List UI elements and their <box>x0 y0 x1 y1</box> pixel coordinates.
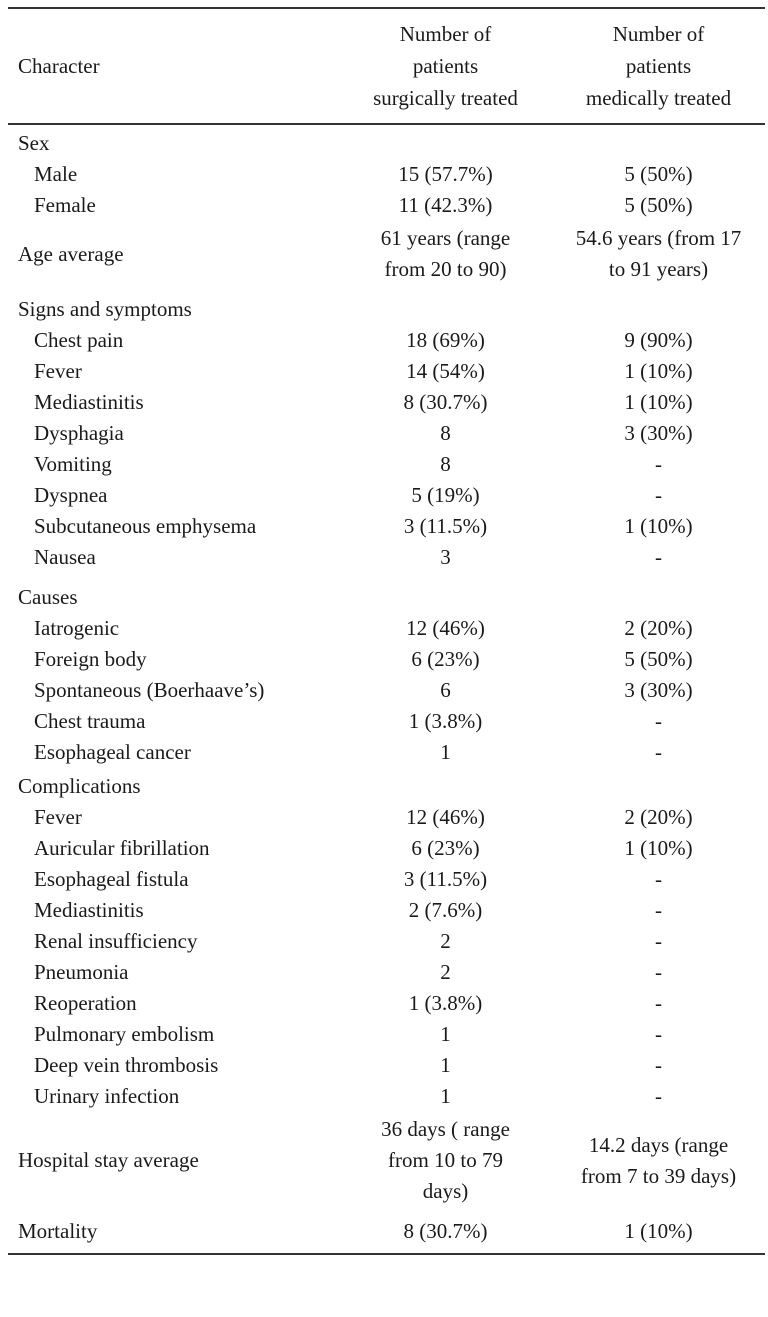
cell-surgical: 1 (3.8%) <box>408 991 483 1015</box>
cell-surgical: 15 (57.7%) <box>398 162 493 186</box>
cell-label: Foreign body <box>34 647 147 671</box>
table-row-age: Age average 61 years (range from 20 to 90) 54.6 years (from 17 to 91 years) <box>18 226 742 281</box>
table-row-mortality: Mortality 8 (30.7%) 1 (10%) <box>18 1219 693 1243</box>
cell-medical: 5 (50%) <box>624 193 693 217</box>
cell-medical: 1 (10%) <box>624 359 693 383</box>
cell-medical: - <box>655 452 662 476</box>
cell-medical: - <box>655 867 662 891</box>
table-row <box>8 480 765 511</box>
cell-label: Urinary infection <box>34 1084 180 1108</box>
cell-surgical: 8 <box>440 452 451 476</box>
cell-label: Chest pain <box>34 328 124 352</box>
cell-medical: 1 (10%) <box>624 390 693 414</box>
table-row <box>8 957 765 988</box>
cell-label: Nausea <box>34 545 96 569</box>
cell-label: Esophageal fistula <box>34 867 189 891</box>
table-row <box>8 542 765 573</box>
cell-surgical: 2 <box>440 960 451 984</box>
cell-label: Pulmonary embolism <box>34 1022 215 1046</box>
table-row <box>8 706 765 737</box>
table-row <box>8 613 765 644</box>
cell-medical: 9 (90%) <box>624 328 693 352</box>
cell-label: Female <box>34 193 96 217</box>
complications-section <box>8 802 765 1112</box>
cell-label: Vomiting <box>34 452 112 476</box>
cell-surgical: 1 <box>440 740 451 764</box>
cell-label: Auricular fibrillation <box>34 836 210 860</box>
cell-label: Mediastinitis <box>34 898 144 922</box>
cell-surgical: 3 <box>440 545 451 569</box>
cell-medical: - <box>655 1022 662 1046</box>
table-row <box>8 864 765 895</box>
section-title-causes: Causes <box>18 585 78 609</box>
cell-label: Mediastinitis <box>34 390 144 414</box>
cell-medical: 1 (10%) <box>624 514 693 538</box>
cell-surgical: 2 (7.6%) <box>408 898 483 922</box>
header-character: Character <box>18 53 100 78</box>
cell-surgical: 1 (3.8%) <box>408 709 483 733</box>
cell-surgical: 18 (69%) <box>406 328 485 352</box>
table-row <box>8 802 765 833</box>
cell-surgical: 12 (46%) <box>406 616 485 640</box>
table-row <box>8 833 765 864</box>
cell-medical: - <box>655 991 662 1015</box>
cell-surgical: 14 (54%) <box>406 359 485 383</box>
cell-label: Dysphagia <box>34 421 124 445</box>
cell-label: Renal insufficiency <box>34 929 198 953</box>
cell-surgical: 6 (23%) <box>411 647 480 671</box>
cell-surgical: 12 (46%) <box>406 805 485 829</box>
cell-label: Pneumonia <box>34 960 129 984</box>
cell-label: Subcutaneous emphysema <box>34 514 257 538</box>
cell-medical: 3 (30%) <box>624 678 693 702</box>
table-row <box>8 644 765 675</box>
cell-medical: 5 (50%) <box>624 162 693 186</box>
table-row <box>8 511 765 542</box>
section-title-sex: Sex <box>18 131 50 155</box>
data-table <box>8 7 765 1255</box>
table-row <box>8 190 765 221</box>
cell-surgical: 6 (23%) <box>411 836 480 860</box>
table-row <box>8 449 765 480</box>
table-row <box>8 418 765 449</box>
table-row <box>8 325 765 356</box>
cell-medical: 1 (10%) <box>624 836 693 860</box>
cell-medical: - <box>655 1053 662 1077</box>
cell-medical: 2 (20%) <box>624 616 693 640</box>
cell-label: Spontaneous (Boerhaave’s) <box>34 678 265 702</box>
table-row <box>8 1019 765 1050</box>
table-row <box>8 159 765 190</box>
cell-surgical: 1 <box>440 1053 451 1077</box>
cell-surgical: 2 <box>440 929 451 953</box>
table-row <box>8 926 765 957</box>
cell-label: Dyspnea <box>34 483 108 507</box>
cell-surgical: 1 <box>440 1022 451 1046</box>
cell-medical: - <box>655 1084 662 1108</box>
table-row <box>8 356 765 387</box>
header-medical: Number of patients medically treated <box>585 22 732 110</box>
cell-label: Fever <box>34 359 82 383</box>
table-row <box>8 1081 765 1112</box>
table-bottom-rule <box>8 1253 765 1255</box>
cell-surgical: 8 (30.7%) <box>403 390 488 414</box>
table-row <box>8 675 765 706</box>
cell-label: Esophageal cancer <box>34 740 191 764</box>
table-row <box>8 387 765 418</box>
table-row <box>8 1050 765 1081</box>
cell-medical: - <box>655 545 662 569</box>
cell-surgical: 5 (19%) <box>411 483 480 507</box>
causes-section <box>8 613 765 768</box>
sex-section <box>8 159 765 221</box>
cell-label: Iatrogenic <box>34 616 120 640</box>
cell-surgical: 1 <box>440 1084 451 1108</box>
table-row <box>8 895 765 926</box>
cell-medical: - <box>655 929 662 953</box>
section-title-signs: Signs and symptoms <box>18 297 192 321</box>
cell-label: Male <box>34 162 78 186</box>
cell-medical: - <box>655 960 662 984</box>
signs-section <box>8 325 765 573</box>
cell-medical: 3 (30%) <box>624 421 693 445</box>
cell-medical: - <box>655 898 662 922</box>
cell-medical: 5 (50%) <box>624 647 693 671</box>
cell-surgical: 8 <box>440 421 451 445</box>
table-row <box>8 737 765 768</box>
cell-surgical: 3 (11.5%) <box>403 514 488 538</box>
cell-surgical: 11 (42.3%) <box>398 193 493 217</box>
cell-label: Chest trauma <box>34 709 146 733</box>
cell-medical: - <box>655 740 662 764</box>
cell-medical: 2 (20%) <box>624 805 693 829</box>
cell-label: Reoperation <box>34 991 137 1015</box>
header-row <box>8 9 765 123</box>
cell-medical: - <box>655 709 662 733</box>
cell-surgical: 6 <box>440 678 451 702</box>
section-title-complications: Complications <box>18 774 141 798</box>
header-surgical: Number of patients surgically treated <box>373 22 518 110</box>
cell-label: Deep vein thrombosis <box>34 1053 219 1077</box>
table-row-hospital-stay: Hospital stay average 36 days ( range from 10 to 79 days) 14.2 days (range from 7 to 39 days) <box>18 1117 737 1203</box>
table-row <box>8 988 765 1019</box>
cell-label: Fever <box>34 805 82 829</box>
cell-medical: - <box>655 483 662 507</box>
cell-surgical: 3 (11.5%) <box>403 867 488 891</box>
